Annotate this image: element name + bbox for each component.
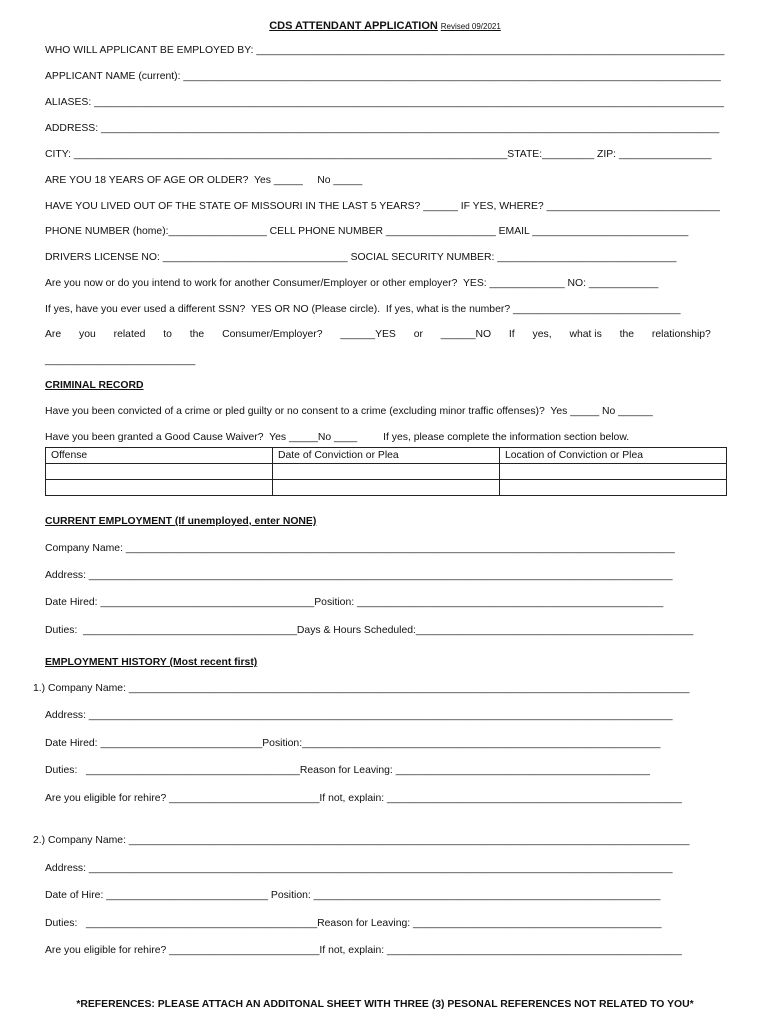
phone-email-field[interactable]: PHONE NUMBER (home):_________________ CELL PHONE NUMBER ___________________ EMAIL ___________________________ (45, 226, 689, 237)
job2-company-field[interactable]: 2.) Company Name: _________________________________________________________________________________________________ (33, 835, 690, 846)
criminal-record-heading: CRIMINAL RECORD (45, 380, 144, 391)
offense-cell[interactable] (46, 480, 273, 496)
related-word: you (79, 329, 96, 340)
related-word: If (508, 329, 515, 340)
relationship-field[interactable]: __________________________ (45, 355, 196, 366)
date-cell[interactable] (273, 480, 500, 496)
table-header-row (46, 448, 727, 464)
table-row (46, 464, 727, 480)
current-date-position-field[interactable]: Date Hired: _____________________________________Position: _____________________________________________________ (45, 597, 664, 608)
employment-history-heading: EMPLOYMENT HISTORY (Most recent first) (45, 657, 258, 668)
convicted-question[interactable]: Have you been convicted of a crime or pled guilty or no consent to a crime (excluding minor traffic offenses)? Yes _____ No ______ (45, 406, 653, 417)
offense-cell[interactable] (46, 464, 273, 480)
lived-out-of-state-question[interactable]: HAVE YOU LIVED OUT OF THE STATE OF MISSOURI IN THE LAST 5 YEARS? ______ IF YES, WHERE? ______________________________ (45, 201, 720, 212)
related-word: yes, (532, 329, 552, 340)
job1-rehire-field[interactable]: Are you eligible for rehire? __________________________If not, explain: ___________________________________________________ (45, 793, 682, 804)
address-field[interactable]: ADDRESS: ___________________________________________________________________________________________________________ (45, 123, 720, 134)
related-question[interactable] (45, 328, 711, 342)
job1-company-field[interactable]: 1.) Company Name: _________________________________________________________________________________________________ (33, 683, 690, 694)
job1-duties-reason-field[interactable]: Duties: _____________________________________Reason for Leaving: ____________________________________________ (45, 765, 650, 776)
related-word: related (113, 329, 146, 340)
offense-table (45, 447, 727, 496)
title-text: CDS ATTENDANT APPLICATION (269, 20, 438, 32)
related-word: Are (45, 329, 62, 340)
age-question[interactable]: ARE YOU 18 YEARS OF AGE OR OLDER? Yes _____ No _____ (45, 175, 363, 186)
applicant-name-field[interactable]: APPLICANT NAME (current): _____________________________________________________________________________________________ (45, 71, 721, 82)
aliases-field[interactable]: ALIASES: _____________________________________________________________________________________________________________ (45, 97, 724, 108)
job2-rehire-field[interactable]: Are you eligible for rehire? __________________________If not, explain: ___________________________________________________ (45, 945, 682, 956)
references-note: *REFERENCES: PLEASE ATTACH AN ADDITONAL SHEET WITH THREE (3) PESONAL REFERENCES NOT RELATED TO YOU* (76, 999, 694, 1010)
other-employer-question[interactable]: Are you now or do you intend to work for another Consumer/Employer or other employer? YES: _____________ NO: ____________ (45, 278, 659, 289)
current-employment-heading: CURRENT EMPLOYMENT (If unemployed, enter NONE) (45, 516, 317, 527)
employer-field[interactable]: WHO WILL APPLICANT BE EMPLOYED BY: _________________________________________________________________________________ (45, 45, 725, 56)
different-ssn-question[interactable]: If yes, have you ever used a different SSN? YES OR NO (Please circle). If yes, what is the number? _____________________________ (45, 304, 681, 315)
related-word: the (619, 329, 635, 340)
related-word: to (163, 329, 172, 340)
current-company-field[interactable]: Company Name: _______________________________________________________________________________________________ (45, 543, 675, 554)
related-yes-blank[interactable]: ______YES (340, 329, 396, 340)
related-word: the (189, 329, 205, 340)
job1-address-field[interactable]: Address: _____________________________________________________________________________________________________ (45, 710, 673, 721)
job1-date-position-field[interactable]: Date Hired: ____________________________Position:______________________________________________________________ (45, 738, 661, 749)
form-title (0, 19, 770, 34)
table-row (46, 480, 727, 496)
location-cell[interactable] (500, 480, 727, 496)
related-word: Consumer/Employer? (222, 329, 323, 340)
city-state-zip-field[interactable]: CITY: ___________________________________________________________________________STATE:_________ ZIP: ________________ (45, 149, 712, 160)
date-cell[interactable] (273, 464, 500, 480)
location-cell[interactable] (500, 464, 727, 480)
location-header: Location of Conviction or Plea (500, 448, 727, 464)
current-address-field[interactable]: Address: _____________________________________________________________________________________________________ (45, 570, 673, 581)
revision-date: Revised 09/2021 (440, 22, 501, 31)
date-header: Date of Conviction or Plea (273, 448, 500, 464)
related-word: what is (569, 329, 602, 340)
related-word: or (413, 329, 423, 340)
job2-date-position-field[interactable]: Date of Hire: ____________________________ Position: ____________________________________________________________ (45, 890, 661, 901)
good-cause-waiver-question[interactable]: Have you been granted a Good Cause Waiver? Yes _____No ____ If yes, please complete the information section below. (45, 432, 630, 443)
current-duties-days-field[interactable]: Duties: _____________________________________Days & Hours Scheduled:________________________________________________ (45, 625, 694, 636)
related-word: relationship? (651, 329, 711, 340)
related-no-blank[interactable]: ______NO (440, 329, 492, 340)
job2-duties-reason-field[interactable]: Duties: ________________________________________Reason for Leaving: ___________________________________________ (45, 918, 662, 929)
job2-address-field[interactable]: Address: _____________________________________________________________________________________________________ (45, 863, 673, 874)
license-ssn-field[interactable]: DRIVERS LICENSE NO: ________________________________ SOCIAL SECURITY NUMBER: _______________________________ (45, 252, 677, 263)
offense-header: Offense (46, 448, 273, 464)
